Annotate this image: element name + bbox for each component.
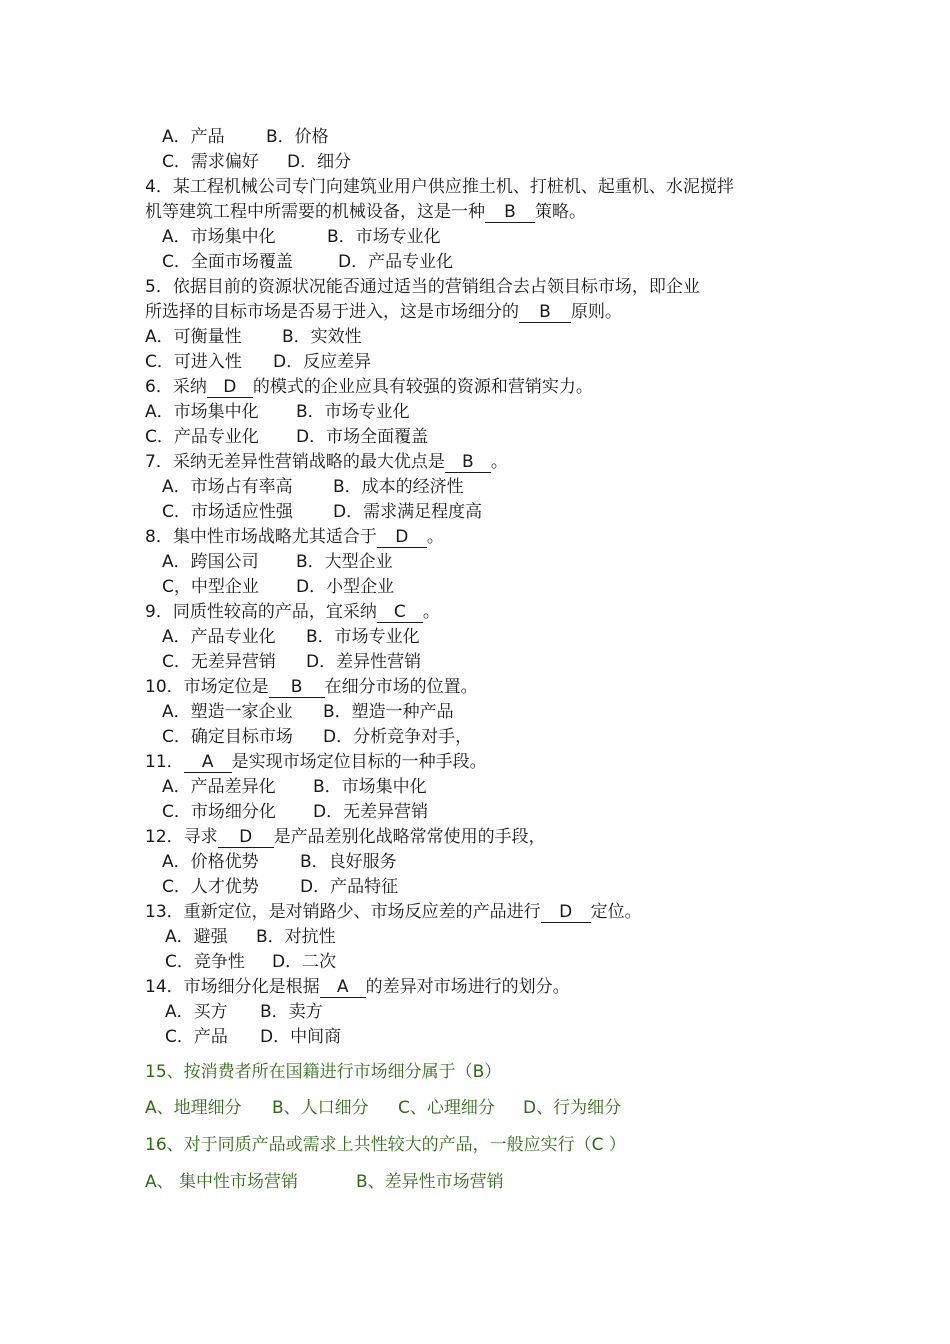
q14-answer-blank: A — [320, 977, 366, 998]
q14-question — [145, 975, 570, 999]
q11-option-c: C．市场细分化 — [162, 802, 276, 822]
q10-answer-blank: B — [269, 677, 325, 698]
q13-option-b: B．对抗性 — [256, 927, 336, 947]
q10-question — [145, 675, 478, 699]
q5-option-b: B．实效性 — [282, 327, 362, 347]
q10-option-b: B．塑造一种产品 — [323, 702, 454, 722]
q13-option-d: D．二次 — [272, 952, 337, 972]
q9-option-b: B．市场专业化 — [306, 627, 420, 647]
q14-text-post: 的差异对市场进行的划分。 — [365, 977, 570, 997]
q13-question — [145, 900, 642, 924]
q6-option-d: D．市场全面覆盖 — [296, 427, 429, 447]
q9-option-d: D．差异性营销 — [306, 652, 422, 672]
q8-option-c: C，中型企业 — [162, 577, 259, 597]
q10-option-c: C．确定目标市场 — [162, 727, 293, 747]
q16-option-a: A、 集中性市场营销 — [145, 1172, 299, 1192]
q8-option-a: A．跨国公司 — [162, 552, 259, 572]
q10-option-a: A．塑造一家企业 — [162, 702, 293, 722]
q14-option-d: D．中间商 — [260, 1027, 342, 1047]
q12-question — [145, 825, 546, 849]
q7-text-post: 。 — [490, 452, 508, 472]
q4-question-line1: 4．某工程机械公司专门向建筑业用户供应推土机、打桩机、起重机、水泥搅拌 — [145, 177, 734, 197]
q7-option-c: C．市场适应性强 — [162, 502, 293, 522]
q12-option-b: B．良好服务 — [300, 852, 397, 872]
q6-text-pre: 6．采纳 — [145, 377, 207, 397]
q14-option-b: B．卖方 — [260, 1002, 323, 1022]
q10-option-d: D．分析竞争对手， — [323, 727, 473, 747]
q8-question — [145, 525, 444, 549]
q4-question-line2 — [145, 200, 586, 224]
q12-text-pre: 12．寻求 — [145, 827, 218, 847]
q5-option-c: C．可进入性 — [145, 352, 242, 372]
q4-option-c: C．全面市场覆盖 — [162, 252, 293, 272]
q6-question — [145, 375, 593, 399]
q9-option-c: C．无差异营销 — [162, 652, 276, 672]
q5-question-line1: 5．依据目前的资源状况能否通过适当的营销组合去占领目标市场，即企业 — [145, 277, 700, 297]
q15-question: 15、按消费者所在国籍进行市场细分属于（B） — [145, 1062, 502, 1082]
q8-option-d: D．小型企业 — [296, 577, 395, 597]
q6-option-b: B．市场专业化 — [296, 402, 410, 422]
q6-option-c: C．产品专业化 — [145, 427, 259, 447]
q5-option-d: D．反应差异 — [273, 352, 372, 372]
q8-option-b: B．大型企业 — [296, 552, 393, 572]
q9-answer-blank: C — [377, 602, 423, 623]
q15-option-a: A、地理细分 — [145, 1098, 242, 1118]
q12-text-post: 是产品差别化战略常常使用的手段， — [273, 827, 546, 847]
q4-option-d: D．产品专业化 — [338, 252, 454, 272]
q9-question — [145, 600, 440, 624]
q14-text-pre: 14．市场细分化是根据 — [145, 977, 320, 997]
q12-answer-blank: D — [218, 827, 274, 848]
q8-answer-blank: D — [377, 527, 427, 548]
q13-option-a: A．避强 — [165, 927, 228, 947]
q11-option-d: D．无差异营销 — [313, 802, 429, 822]
q4-answer-blank: B — [485, 202, 535, 223]
q13-text-post: 定位。 — [590, 902, 642, 922]
q13-text-pre: 13．重新定位，是对销路少、市场反应差的产品进行 — [145, 902, 541, 922]
q4-text-post: 策略。 — [535, 202, 586, 222]
q7-answer-blank: B — [445, 452, 491, 473]
q3-option-d: D．细分 — [287, 152, 352, 172]
q11-answer-blank: A — [184, 752, 232, 773]
q7-option-b: B．成本的经济性 — [333, 477, 464, 497]
q10-text-pre: 10．市场定位是 — [145, 677, 269, 697]
q9-text-pre: 9．同质性较高的产品，宜采纳 — [145, 602, 377, 622]
q11-text-pre: 11． — [145, 752, 184, 772]
q11-option-a: A．产品差异化 — [162, 777, 276, 797]
q14-option-a: A．买方 — [165, 1002, 228, 1022]
q5-answer-blank: B — [519, 302, 571, 323]
q4-option-a: A．市场集中化 — [162, 227, 276, 247]
q12-option-d: D．产品特征 — [300, 877, 399, 897]
q6-answer-blank: D — [207, 377, 253, 398]
q6-text-post: 的模式的企业应具有较强的资源和营销实力。 — [252, 377, 593, 397]
q3-option-b: B．价格 — [266, 127, 329, 147]
q12-option-a: A．价格优势 — [162, 852, 259, 872]
q5-option-a: A．可衡量性 — [145, 327, 242, 347]
q3-option-a: A．产品 — [162, 127, 225, 147]
q9-option-a: A．产品专业化 — [162, 627, 276, 647]
q13-answer-blank: D — [541, 902, 591, 923]
q8-text-pre: 8．集中性市场战略尤其适合于 — [145, 527, 377, 547]
q13-option-c: C．竞争性 — [165, 952, 245, 972]
q15-option-b: B、人口细分 — [272, 1098, 369, 1118]
q5-text-pre: 所选择的目标市场是否易于进入，这是市场细分的 — [145, 302, 519, 322]
q6-option-a: A．市场集中化 — [145, 402, 259, 422]
q5-text-post: 原则。 — [571, 302, 622, 322]
q10-text-post: 在细分市场的位置。 — [324, 677, 478, 697]
q5-question-line2 — [145, 300, 622, 324]
q7-option-a: A．市场占有率高 — [162, 477, 293, 497]
q12-option-c: C．人才优势 — [162, 877, 259, 897]
q11-text-post: 是实现市场定位目标的一种手段。 — [231, 752, 487, 772]
q16-question: 16、对于同质产品或需求上共性较大的产品，一般应实行（C ） — [145, 1135, 626, 1155]
q15-option-d: D、行为细分 — [523, 1098, 622, 1118]
q4-option-b: B．市场专业化 — [327, 227, 441, 247]
q7-question — [145, 450, 508, 474]
q7-option-d: D．需求满足程度高 — [333, 502, 483, 522]
q3-option-c: C．需求偏好 — [162, 152, 259, 172]
q14-option-c: C．产品 — [165, 1027, 228, 1047]
q16-option-b: B、差异性市场营销 — [356, 1172, 504, 1192]
q9-text-post: 。 — [422, 602, 440, 622]
q4-text-pre: 机等建筑工程中所需要的机械设备，这是一种 — [145, 202, 485, 222]
q8-text-post: 。 — [426, 527, 444, 547]
q7-text-pre: 7．采纳无差异性营销战略的最大优点是 — [145, 452, 445, 472]
q11-question — [145, 750, 487, 774]
q11-option-b: B．市场集中化 — [313, 777, 427, 797]
q15-option-c: C、心理细分 — [398, 1098, 495, 1118]
